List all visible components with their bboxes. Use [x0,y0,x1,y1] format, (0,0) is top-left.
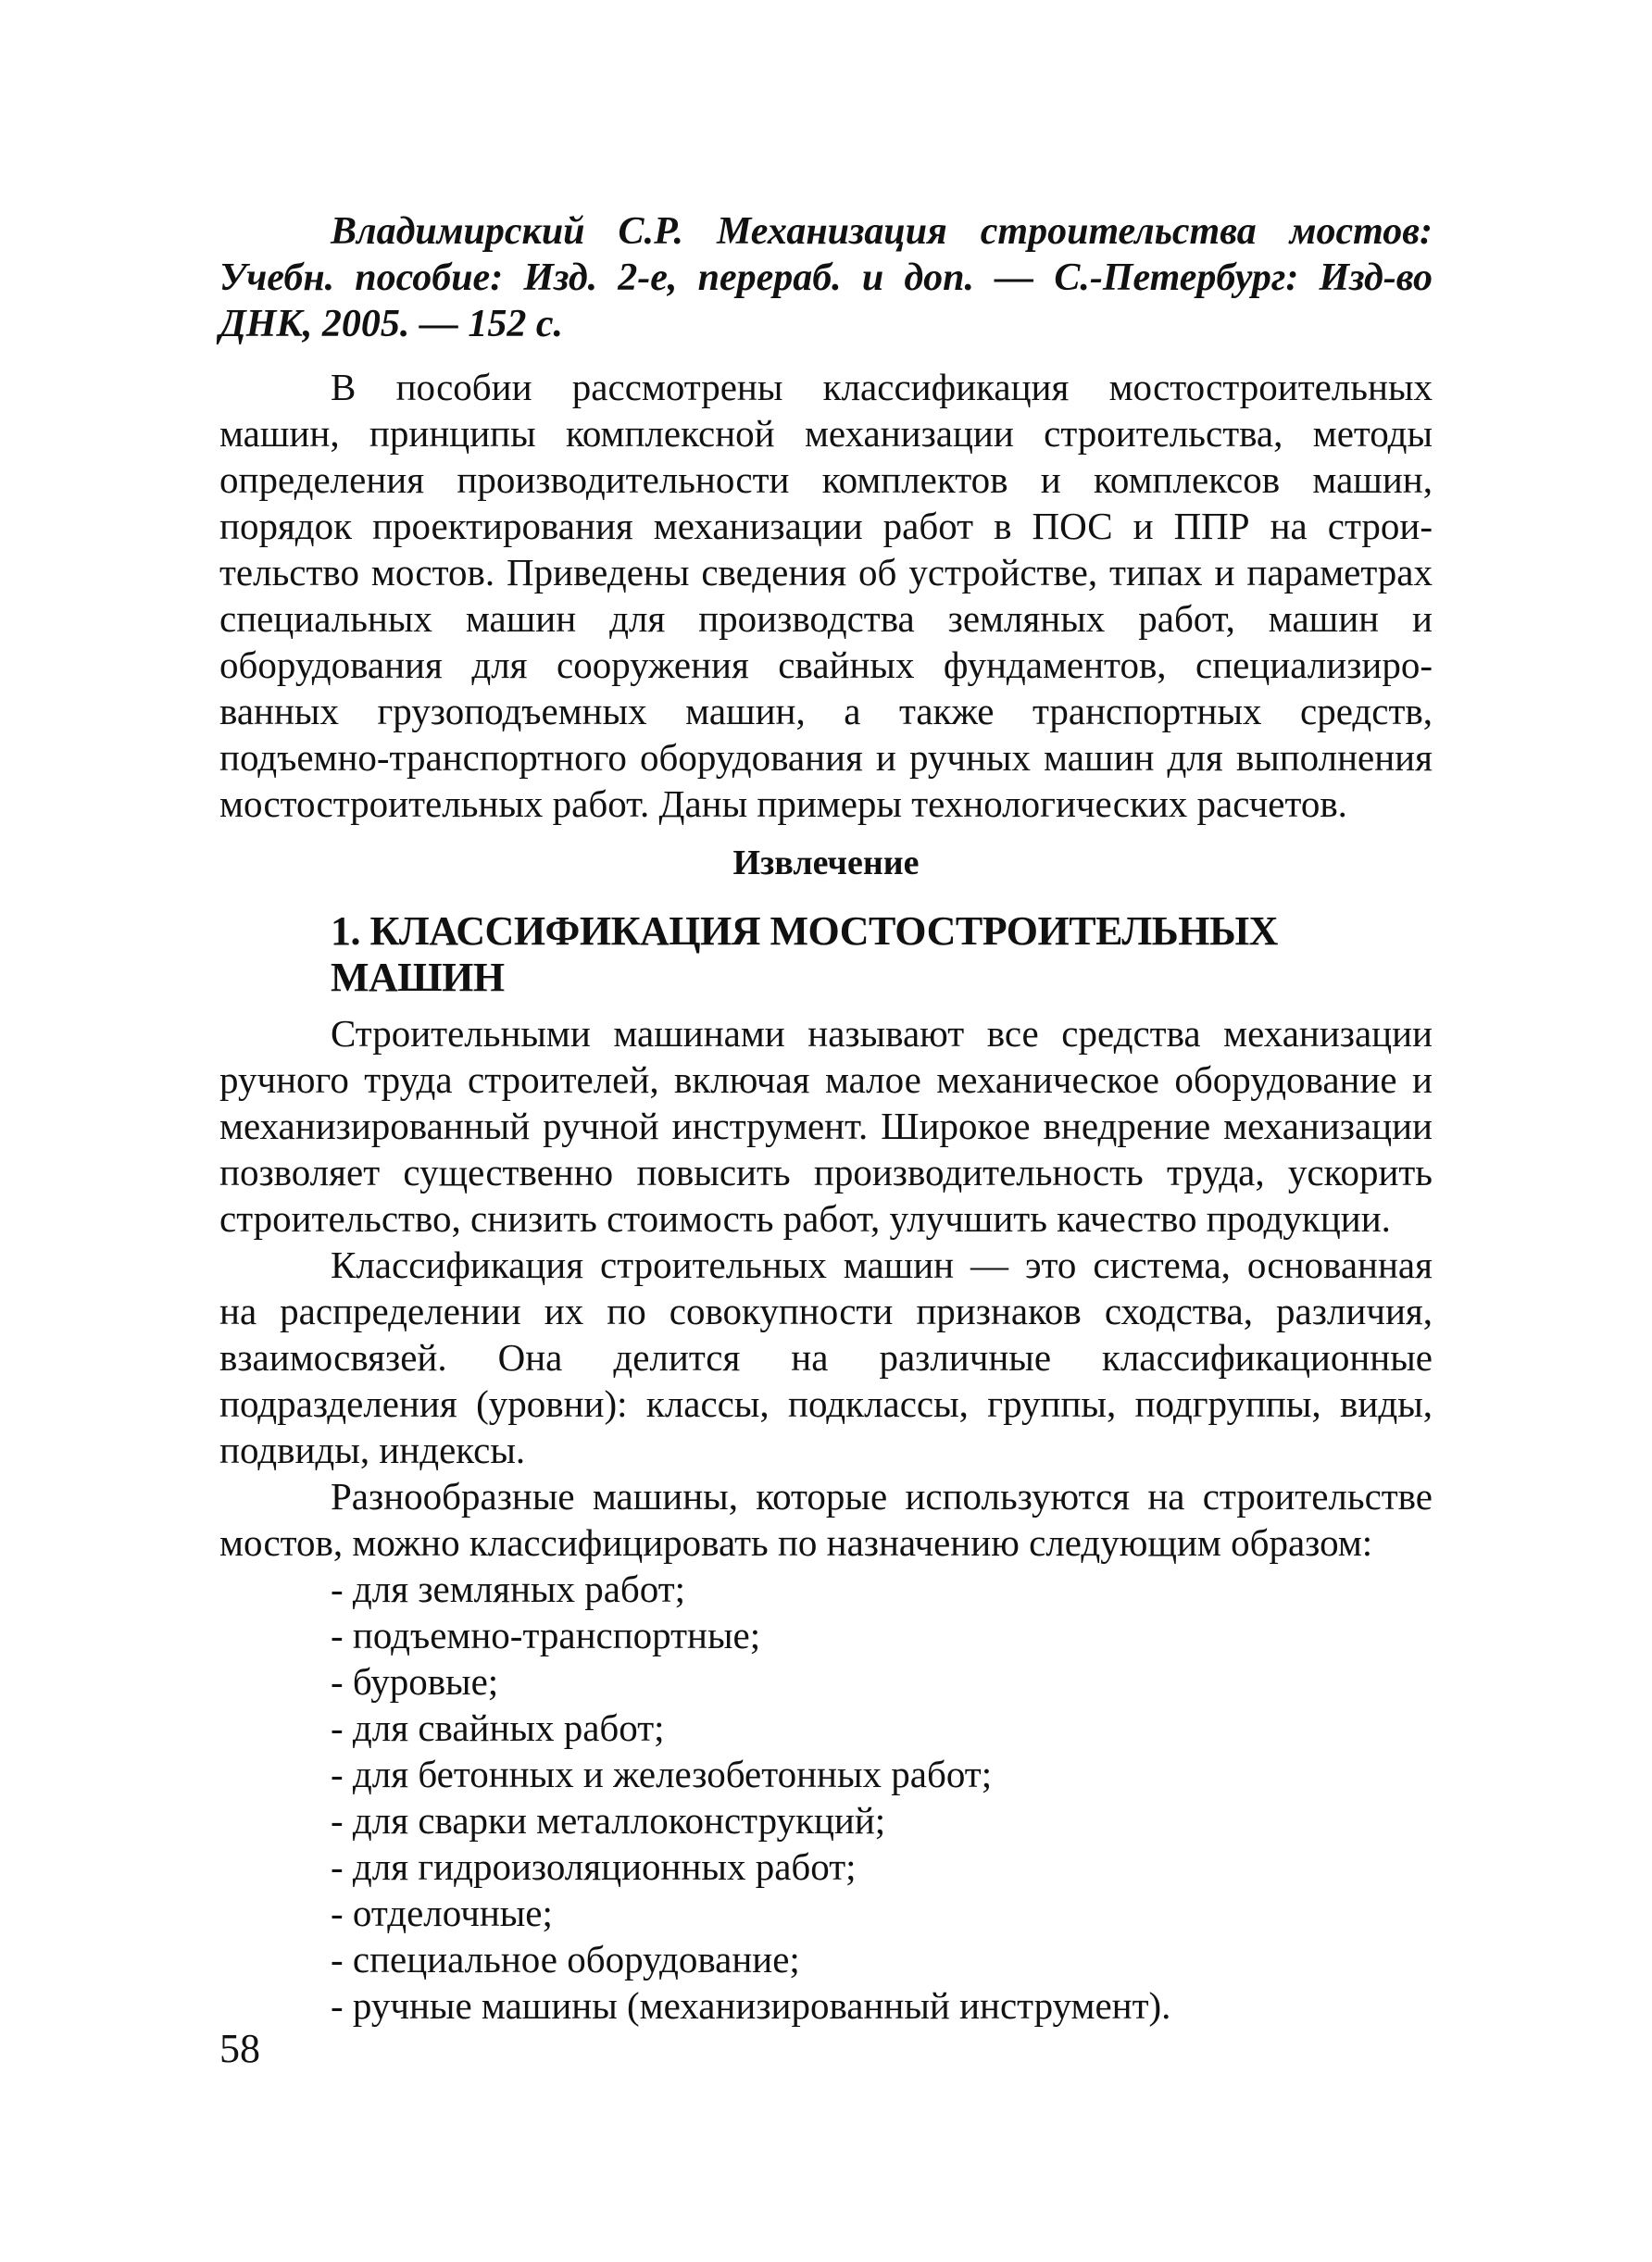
abstract-paragraph: В пособии рассмотрены классификация мостостроительных машин, принципы комплексной механизации строительства, методы определения производительности комплектов и комплексов машин, порядок проектирования механизации работ в ПОС и ППР на строительство мостов. Приведены сведения об устройстве, типах и параметрах специальных машин для производства земляных работ, машин и оборудования для сооружения свайных фундаментов, специализированных грузоподъемных машин, а также транспортных средств, подъемно-транспортного оборудования и ручных машин для выполнения мостостроительных работ. Даны примеры технологических расчетов. [219,366,1433,825]
list-item: - для свайных работ; [331,1706,665,1749]
page-number: 58 [219,2026,260,2071]
body-paragraph-2: Классификация строительных машин — это система, основанная на распределении их по совокупности признаков сходства, различия, взаимосвязей. Она делится на различные классификационные подразделения (уровни): классы, подклассы, группы, подгруппы, виды, подвиды, индексы. [219,1243,1433,1471]
list-item: - специальное оборудование; [331,1938,800,1981]
list-item: - отделочные; [331,1892,553,1934]
list-item: - ручные машины (механизированный инструмент). [331,1984,1171,2027]
bibliographic-citation: Владимирский С.Р. Механизация строительства мостов: Учебн. пособие: Изд. 2-е, перераб. и доп. — С.-Петербург: Изд-во ДНК, 2005. — 152 с. [219,210,1433,345]
section-heading: 1. КЛАССИФИКАЦИЯ МОСТОСТРОИТЕЛЬНЫХ МАШИН [331,908,1278,1000]
body-paragraph-3: Разнообразные машины, которые используются на строительстве мостов, можно классифицировать по назначению следующим образом: [219,1475,1433,1564]
excerpt-subheading: Извлечение [732,844,920,882]
list-item: - подъемно-транспортные; [331,1614,761,1656]
body-paragraph-1: Строительными машинами называют все средства механизации ручного труда строителей, включая малое механическое оборудование и механизированный ручной инструмент. Широкое внедрение механизации позволяет существенно повысить производительность труда, ускорить строительство, снизить стоимость работ, улучшить качество продукции. [219,1012,1433,1240]
list-item: - буровые; [331,1660,499,1703]
list-item: - для бетонных и железобетонных работ; [331,1753,993,1795]
list-item: - для гидроизоляционных работ; [331,1845,857,1888]
page-body [219,208,1433,2029]
list-item: - для земляных работ; [331,1568,686,1610]
machine-classification-list [219,1566,1433,2029]
list-item: - для сварки металлоконструкций; [331,1799,886,1842]
